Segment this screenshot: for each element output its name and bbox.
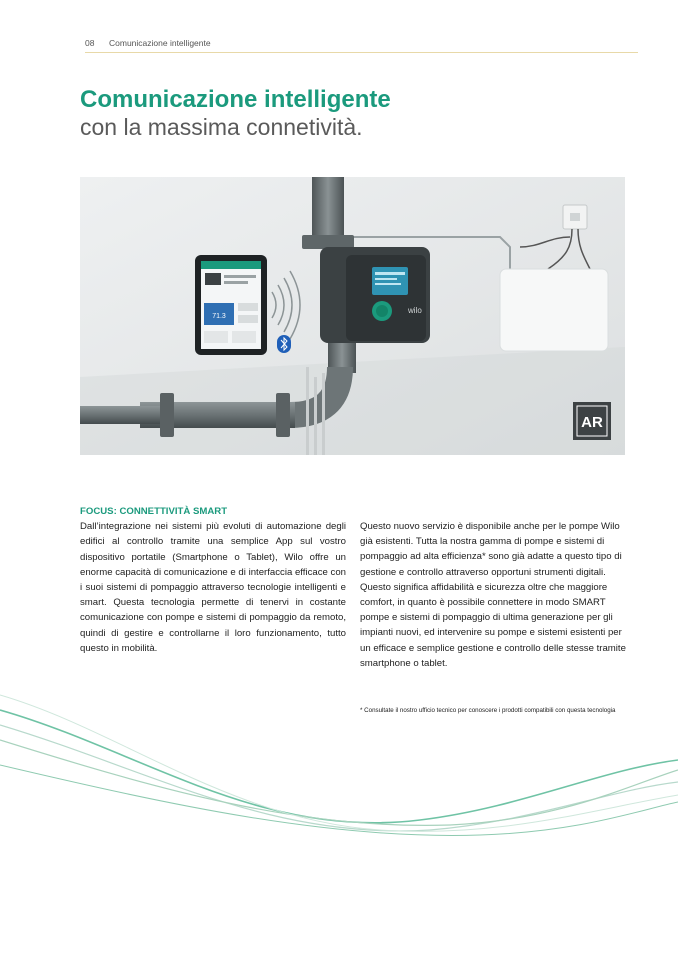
pump-scene-image	[80, 177, 625, 455]
right-paragraph-2: Questo significa affidabilità e sicurezza oltre che maggiore comfort, in quanto è possibile connettere in modo SMART pompe e sistemi di pompaggio di ultima generazione per gli impianti nuovi, ed intervenire su pompe e sistemi esistenti per un efficace e semplice gestione e controllo delle stesse tramite smartphone o tablet.	[360, 581, 626, 669]
page-header	[85, 38, 638, 53]
left-body-text: Dall’integrazione nei sistemi più evoluti di automazione degli edifici al controllo tramite una semplice App sul vostro dispositivo portatile (Smartphone o Tablet), Wilo offre un enorme capacità di comunicazione e di interfaccia efficace con i suoi sistemi di pompaggio attraverso tecnologie intelligenti e smart. Questa tecnologia permette di tenervi in costante comunicazione con pompe e sistemi di pompaggio da remoto, quindi di gestire e controllarne il loro funzionamento, tutto questo in mobilità.	[80, 521, 346, 654]
page-subtitle: con la massima connetività.	[80, 114, 363, 140]
hero-illustration	[80, 177, 625, 455]
tablet-value: 71.3	[212, 313, 226, 320]
page-number: 08	[85, 38, 95, 48]
section-name: Comunicazione intelligente	[109, 38, 211, 48]
right-paragraph-1: Questo nuovo servizio è disponibile anche per le pompe Wilo già esistenti. Tutta la nostra gamma di pompe e sistemi di pompaggio ad alta efficienza* sono già adatte a questo tipo di gestione e controllo attraverso opportuni strumenti digitali.	[360, 521, 622, 578]
pump-brand-label: wilo	[408, 306, 422, 315]
right-column	[360, 519, 626, 671]
page-title: Comunicazione intelligente	[80, 86, 391, 113]
footnote-text: Consultate il nostro ufficio tecnico per conoscere i prodotti compatibili con questa tecnologia	[364, 707, 616, 714]
left-column	[80, 504, 346, 656]
ar-badge-label: AR	[581, 414, 603, 431]
focus-heading: FOCUS: CONNETTIVITÀ SMART	[80, 506, 228, 517]
decorative-waves	[0, 690, 678, 850]
footnote-marker: *	[360, 707, 363, 714]
